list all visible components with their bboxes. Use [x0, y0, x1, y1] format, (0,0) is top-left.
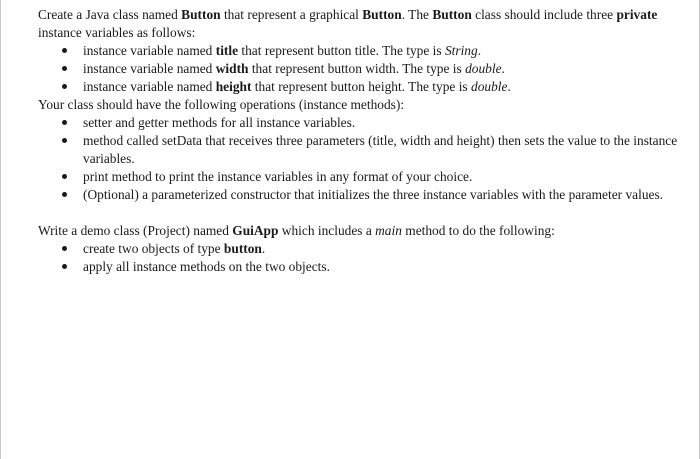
list-item: instance variable named title that represent button title. The type is String.: [83, 42, 688, 60]
list-item: apply all instance methods on the two objects.: [83, 258, 688, 276]
list-item: create two objects of type button.: [83, 240, 688, 258]
intro-paragraph: Create a Java class named Button that represent a graphical Button. The Button class should include three private instance variables as follows:: [38, 7, 658, 40]
demo-paragraph: Write a demo class (Project) named GuiApp which includes a main method to do the following:: [38, 223, 555, 238]
list-item: instance variable named width that represent button width. The type is double.: [83, 60, 688, 78]
assignment-text: [38, 6, 688, 276]
operations-list: [38, 114, 688, 204]
list-item: setter and getter methods for all instance variables.: [83, 114, 688, 132]
instance-variables-list: [38, 42, 688, 96]
paragraph-gap: [38, 204, 688, 222]
demo-list: [38, 240, 688, 276]
list-item: (Optional) a parameterized constructor that initializes the three instance variables with the parameter values.: [83, 186, 688, 204]
list-item: method called setData that receives three parameters (title, width and height) then sets the value to the instance variables.: [83, 132, 688, 168]
list-item: print method to print the instance variables in any format of your choice.: [83, 168, 688, 186]
operations-intro: Your class should have the following operations (instance methods):: [38, 97, 405, 112]
list-item: instance variable named height that represent button height. The type is double.: [83, 78, 688, 96]
